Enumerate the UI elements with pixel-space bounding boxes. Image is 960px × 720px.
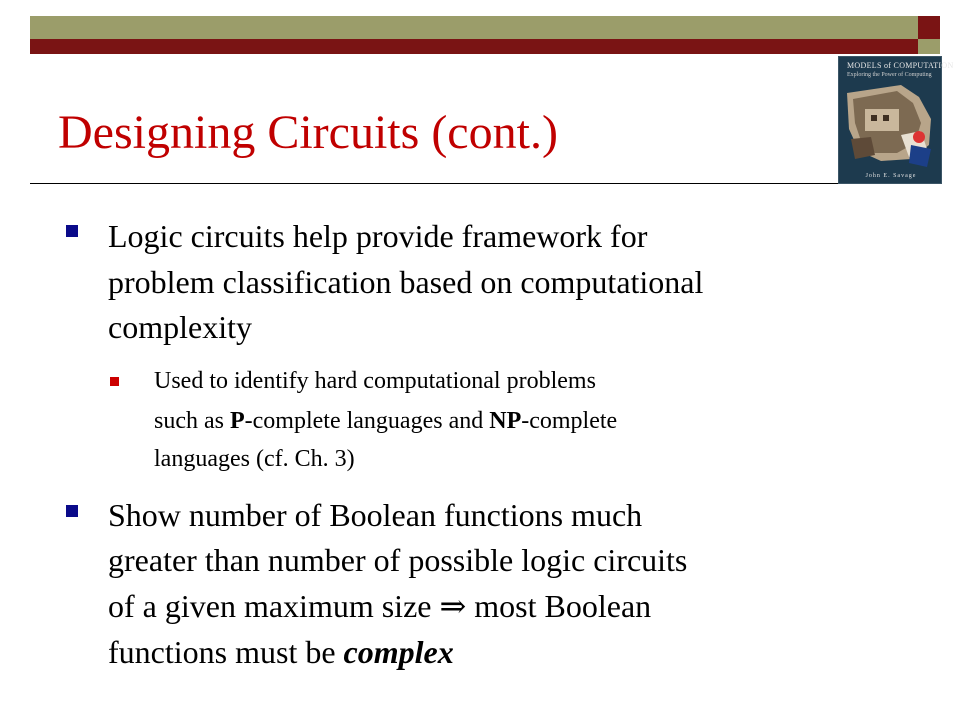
top-bar-corner-square-lower bbox=[918, 39, 940, 54]
bullet-text-line: Logic circuits help provide framework for bbox=[108, 218, 648, 254]
sub-bullet-marker bbox=[110, 377, 119, 386]
sub-bullet-text-line bbox=[154, 405, 617, 438]
sub-bullet-text-line: languages (cf. Ch. 3) bbox=[154, 446, 355, 472]
bullet-text-line: greater than number of possible logic circuits bbox=[108, 542, 688, 578]
top-decorative-bar bbox=[30, 16, 940, 54]
text-span: -complete bbox=[521, 408, 618, 434]
title-underline bbox=[30, 183, 840, 184]
np-class-label: NP bbox=[489, 408, 522, 434]
bullet-marker bbox=[66, 505, 78, 517]
book-cover-illustration bbox=[841, 79, 941, 171]
book-cover-image bbox=[838, 56, 954, 184]
bullet-text-line: complexity bbox=[108, 309, 252, 345]
emphasis-complex: complex bbox=[343, 634, 454, 670]
bullet-text-line bbox=[108, 632, 454, 672]
bullet-text-line: of a given maximum size ⇒ most Boolean bbox=[108, 588, 652, 624]
text-span: functions must be bbox=[108, 634, 344, 670]
p-class-label: P bbox=[229, 408, 245, 434]
top-bar-olive-stripe bbox=[30, 16, 918, 39]
bullet-text-line: Show number of Boolean functions much bbox=[108, 497, 643, 533]
slide-title: Designing Circuits (cont.) bbox=[58, 106, 558, 159]
book-cover-author: John E. Savage bbox=[865, 173, 917, 179]
text-span: -complete languages and bbox=[244, 408, 490, 434]
bullet-marker bbox=[66, 225, 78, 237]
book-cover-title: MODELS of COMPUTATION bbox=[847, 61, 954, 70]
bullet-text-line: problem classification based on computational bbox=[108, 264, 704, 300]
book-cover-subtitle: Exploring the Power of Computing bbox=[847, 72, 932, 78]
top-bar-corner-square bbox=[918, 16, 940, 39]
top-bar-maroon-stripe bbox=[30, 39, 918, 54]
text-span: such as bbox=[154, 408, 230, 434]
sub-bullet-text-line: Used to identify hard computational problems bbox=[154, 368, 596, 394]
